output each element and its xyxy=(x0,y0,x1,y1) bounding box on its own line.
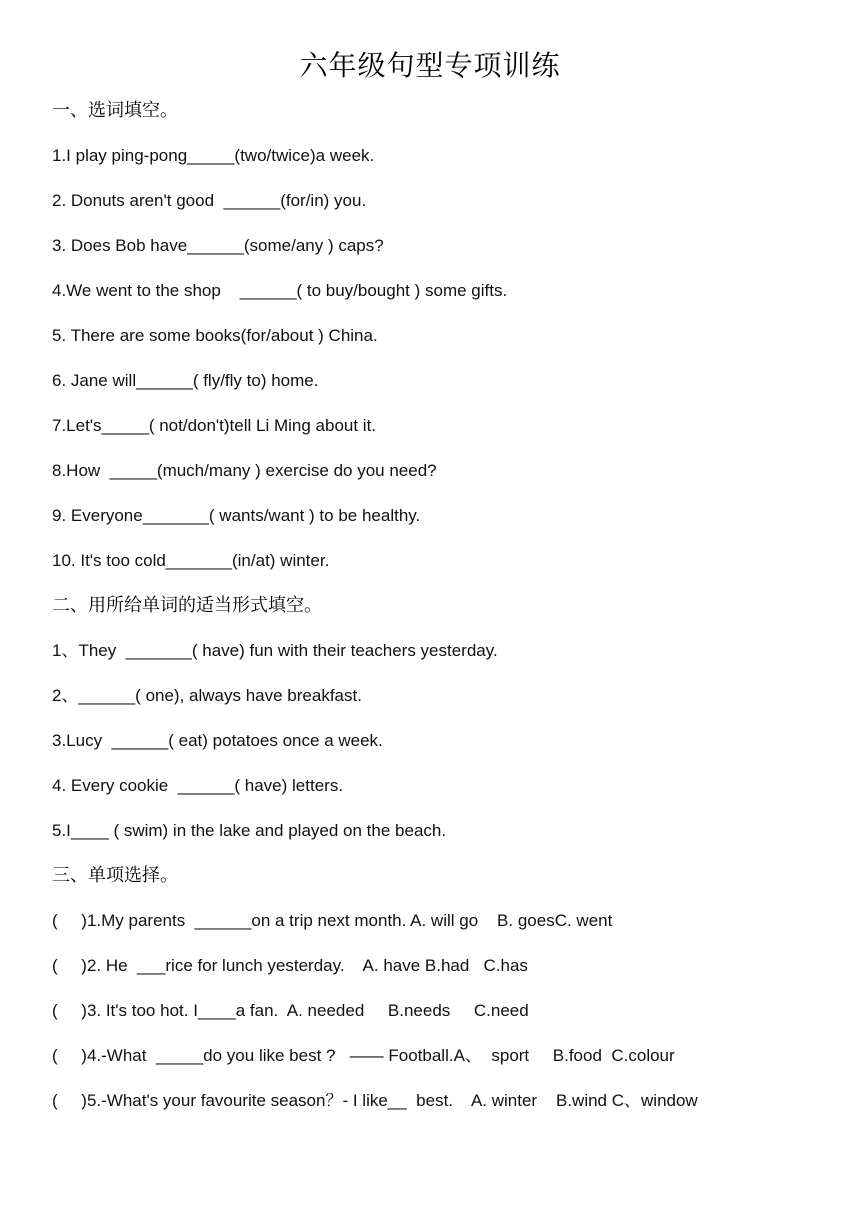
question-line: 3.Lucy ______( eat) potatoes once a week. xyxy=(52,731,383,750)
question-line: 10. It's too cold_______(in/at) winter. xyxy=(52,551,330,570)
question-line: 1.I play ping-pong_____(two/twice)a week. xyxy=(52,146,375,165)
question-line: 5.I____ ( swim) in the lake and played on the beach. xyxy=(52,821,447,840)
section-heading-word-form: 二、用所给单词的适当形式填空。 xyxy=(52,595,322,616)
section-heading-word-choice: 一、选词填空。 xyxy=(52,100,178,121)
question-line: 1、They _______( have) fun with their teachers yesterday. xyxy=(52,641,498,660)
question-line: ( )2. He ___rice for lunch yesterday. A. have B.had C.has xyxy=(52,956,528,975)
question-line: 3. Does Bob have______(some/any ) caps? xyxy=(52,236,384,255)
question-line: 4. Every cookie ______( have) letters. xyxy=(52,776,344,795)
question-line: 6. Jane will______( fly/fly to) home. xyxy=(52,371,319,390)
question-line: 7.Let's_____( not/don't)tell Li Ming about it. xyxy=(52,416,377,435)
question-line: 2. Donuts aren't good ______(for/in) you. xyxy=(52,191,367,210)
question-line: 5. There are some books(for/about ) China. xyxy=(52,326,378,345)
page-title: 六年级句型专项训练 xyxy=(299,49,561,82)
question-line: 9. Everyone_______( wants/want ) to be healthy. xyxy=(52,506,421,525)
question-line: 8.How _____(much/many ) exercise do you need? xyxy=(52,461,437,480)
worksheet-body xyxy=(52,93,842,1128)
question-line: 2、______( one), always have breakfast. xyxy=(52,686,362,705)
question-line: ( )1.My parents ______on a trip next month. A. will go B. goesC. went xyxy=(52,911,613,930)
question-line: ( )4.-What _____do you like best ? —— Football.A、 sport B.food C.colour xyxy=(52,1046,675,1065)
section-heading-multiple-choice: 三、单项选择。 xyxy=(52,865,178,886)
question-line: 4.We went to the shop ______( to buy/bought ) some gifts. xyxy=(52,281,508,300)
question-line: ( )5.-What's your favourite season？- I like__ best. A. winter B.wind C、window xyxy=(52,1091,698,1110)
question-line: ( )3. It's too hot. I____a fan. A. needed B.needs C.need xyxy=(52,1001,529,1020)
